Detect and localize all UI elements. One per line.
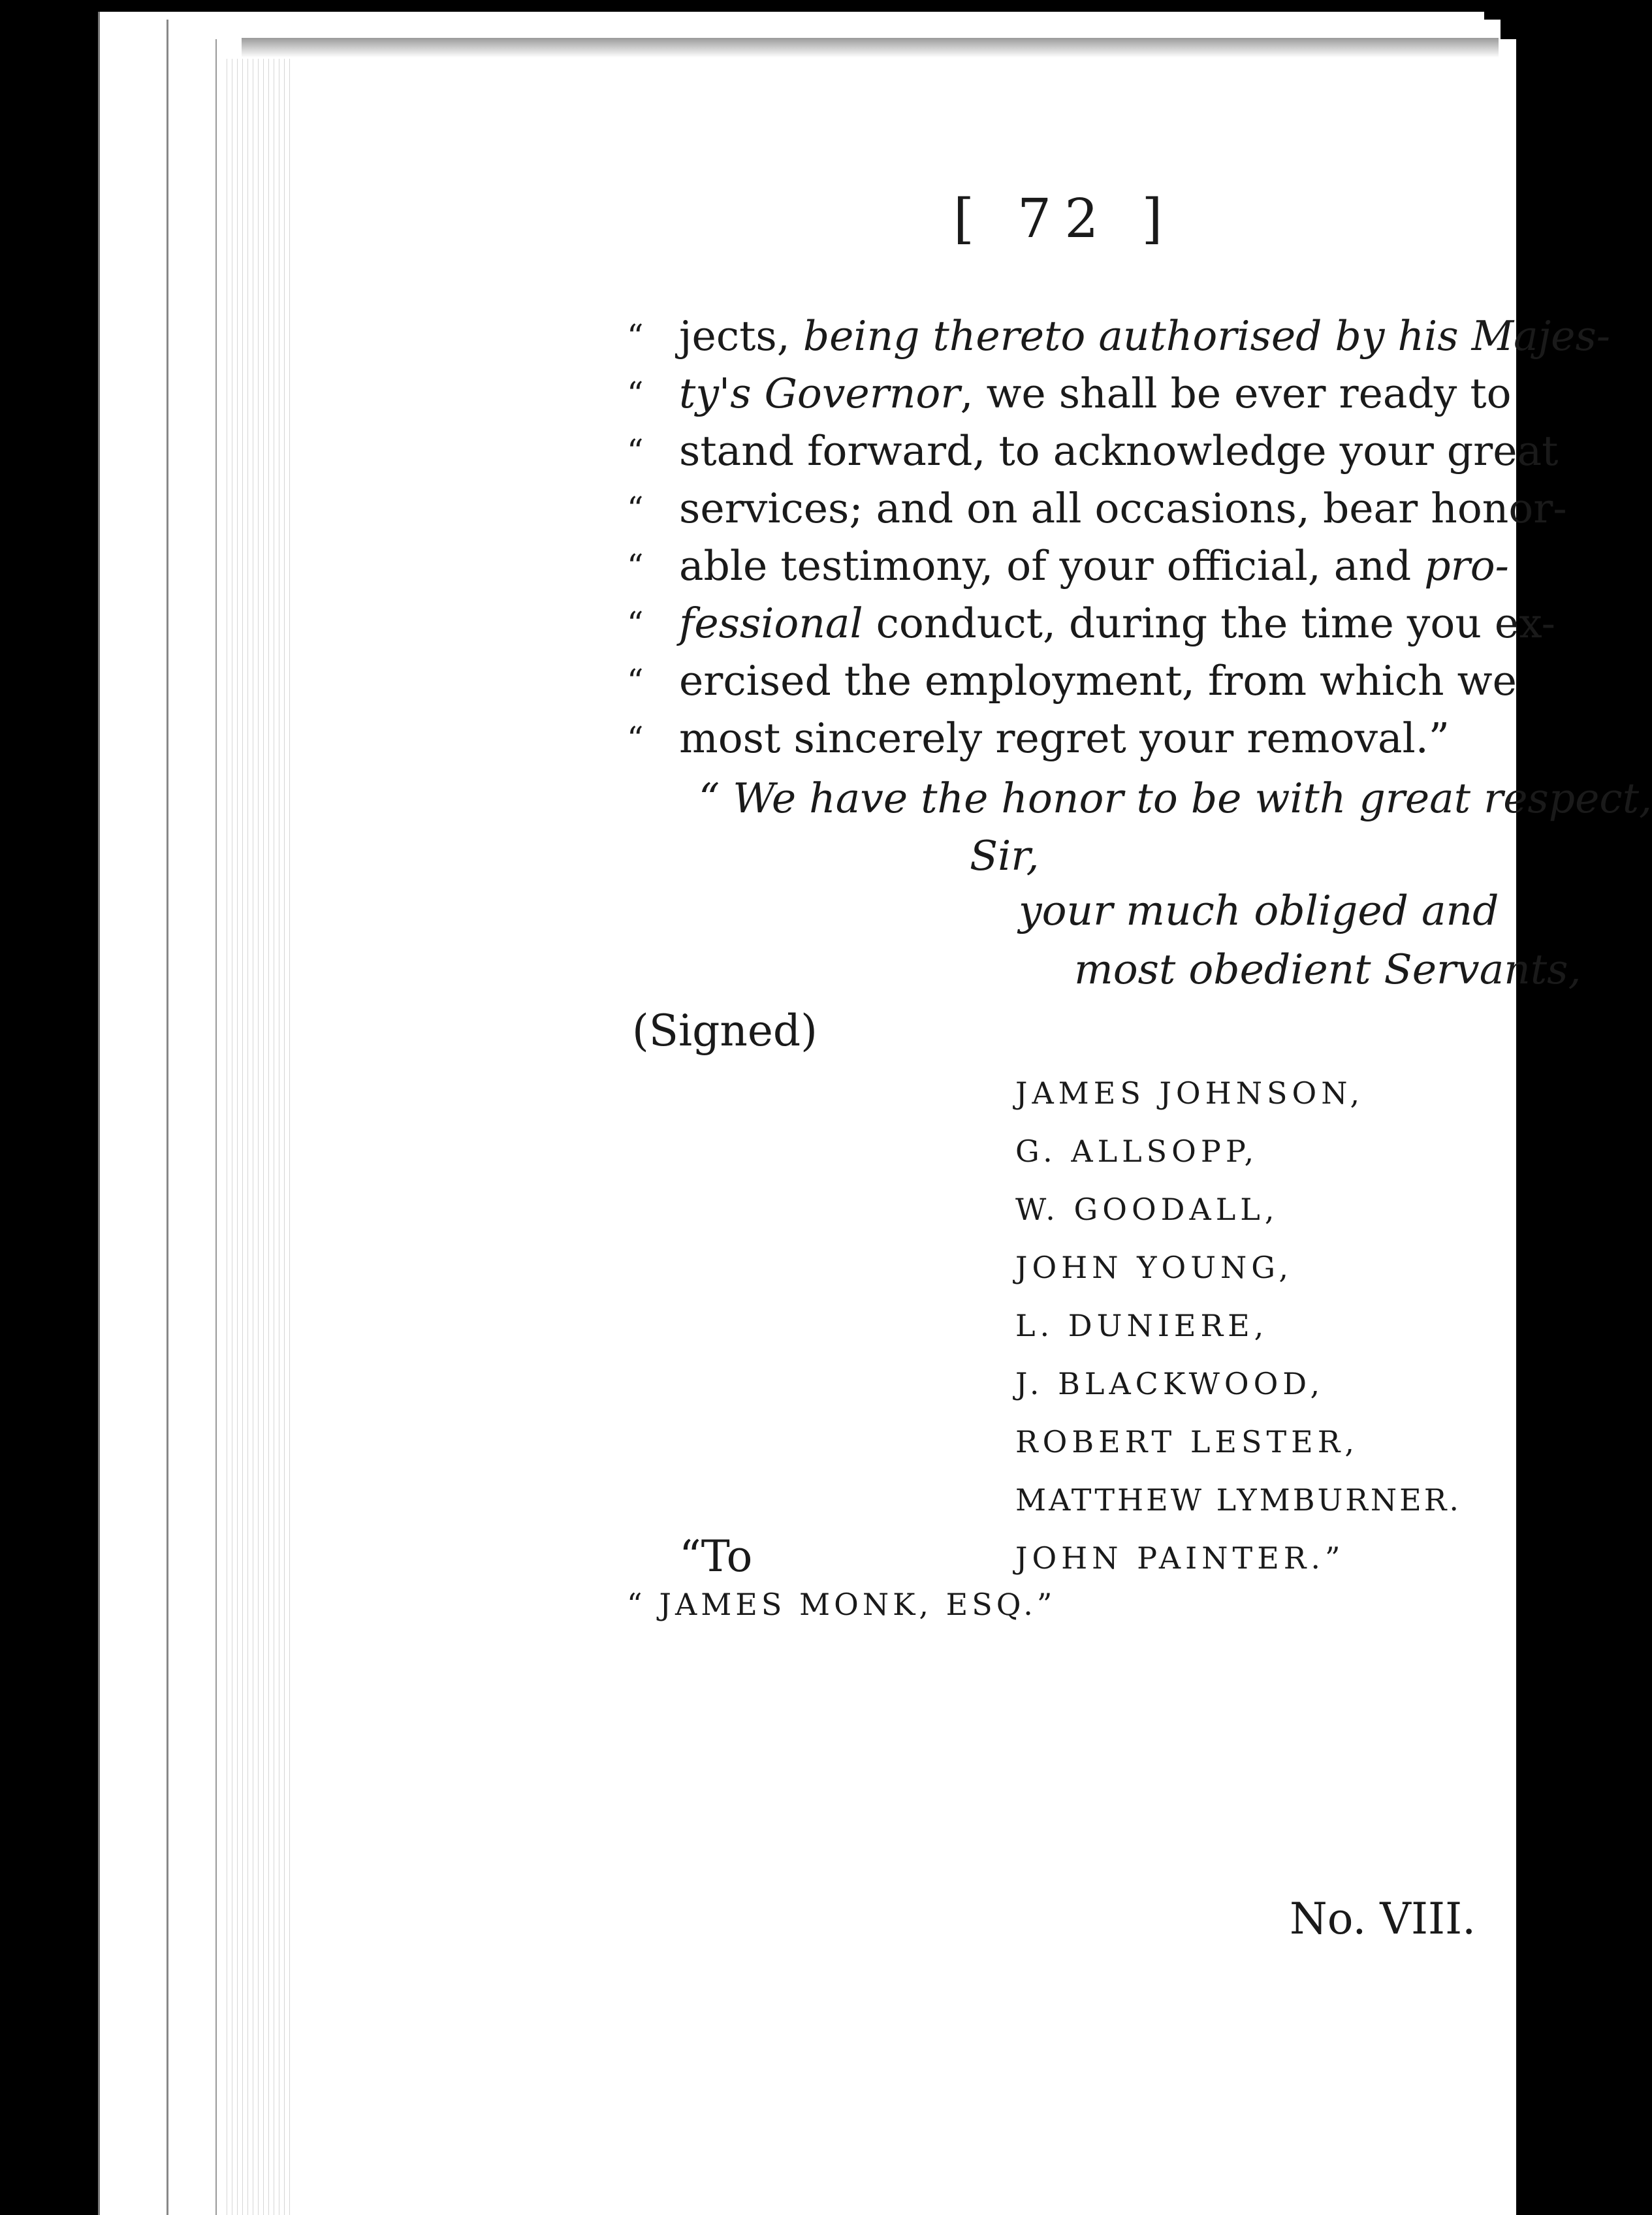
quote-line-text: services; and on all occasions, bear honor-: [679, 485, 1567, 532]
quote-line: [627, 422, 1559, 481]
closing-obliged: your much obliged and: [1019, 887, 1499, 934]
signatory-name: J. BLACKWOOD,: [1015, 1366, 1325, 1401]
quote-line: [627, 652, 1517, 710]
addressee: [627, 1587, 1056, 1622]
quote-mark: “: [627, 605, 644, 643]
signatory-name: L. DUNIERE,: [1015, 1308, 1269, 1343]
signatory-name: MATTHEW LYMBURNER.: [1015, 1482, 1461, 1518]
signatory-name: JAMES JOHNSON,: [1015, 1076, 1365, 1111]
quote-line-text: ercised the employment, from which we: [679, 657, 1517, 705]
quote-line: [627, 709, 1476, 768]
quote-mark: “: [627, 375, 644, 413]
quote-line-text: most sincerely regret your removal.”: [679, 714, 1450, 762]
quote-mark: “: [627, 317, 644, 355]
signatory-name: JOHN YOUNG,: [1015, 1250, 1293, 1285]
page-edges: [222, 59, 294, 2215]
signatory-name: JOHN PAINTER.”: [1015, 1540, 1345, 1576]
quote-mark: “: [627, 662, 644, 700]
closing-servants: most obedient Servants,: [1074, 946, 1581, 993]
quote-line-text: able testimony, of your official, and pro-: [679, 542, 1509, 590]
page-top-shadow: [242, 38, 1499, 57]
signatory-list: [1015, 1064, 1461, 1587]
quote-line: [627, 479, 1567, 538]
closing-line: “ We have the honor to be with great respect,: [699, 774, 1652, 822]
quote-line-text: ty's Governor, we shall be ever ready to: [679, 370, 1512, 417]
quote-line-text: fessional conduct, during the time you ex-: [679, 599, 1555, 647]
quote-line: [627, 594, 1555, 653]
quote-mark: “: [627, 432, 644, 470]
quote-line-text: jects, being thereto authorised by his Majes-: [679, 312, 1611, 360]
quote-mark: “: [627, 720, 644, 757]
quote-line-text: stand forward, to acknowledge your great: [679, 427, 1559, 475]
quote-mark: “: [627, 547, 644, 585]
signatory-name: G. ALLSOPP,: [1015, 1134, 1259, 1169]
document-number: No. VIII.: [1290, 1894, 1476, 1944]
closing-salutation: Sir,: [970, 832, 1040, 880]
quote-line: [627, 537, 1509, 596]
signatory-name: ROBERT LESTER,: [1015, 1424, 1359, 1459]
signed-label: (Signed): [632, 1006, 818, 1056]
quote-line: [627, 364, 1512, 423]
signatory-name: W. GOODALL,: [1015, 1192, 1279, 1227]
quote-line: [627, 307, 1611, 366]
page-number: [ 72 ]: [953, 188, 1176, 250]
to-line: “To: [679, 1531, 753, 1582]
addressee-quote-mark: “: [627, 1587, 643, 1622]
addressee-name: JAMES MONK, ESQ.”: [659, 1587, 1056, 1622]
quote-mark: “: [627, 490, 644, 528]
